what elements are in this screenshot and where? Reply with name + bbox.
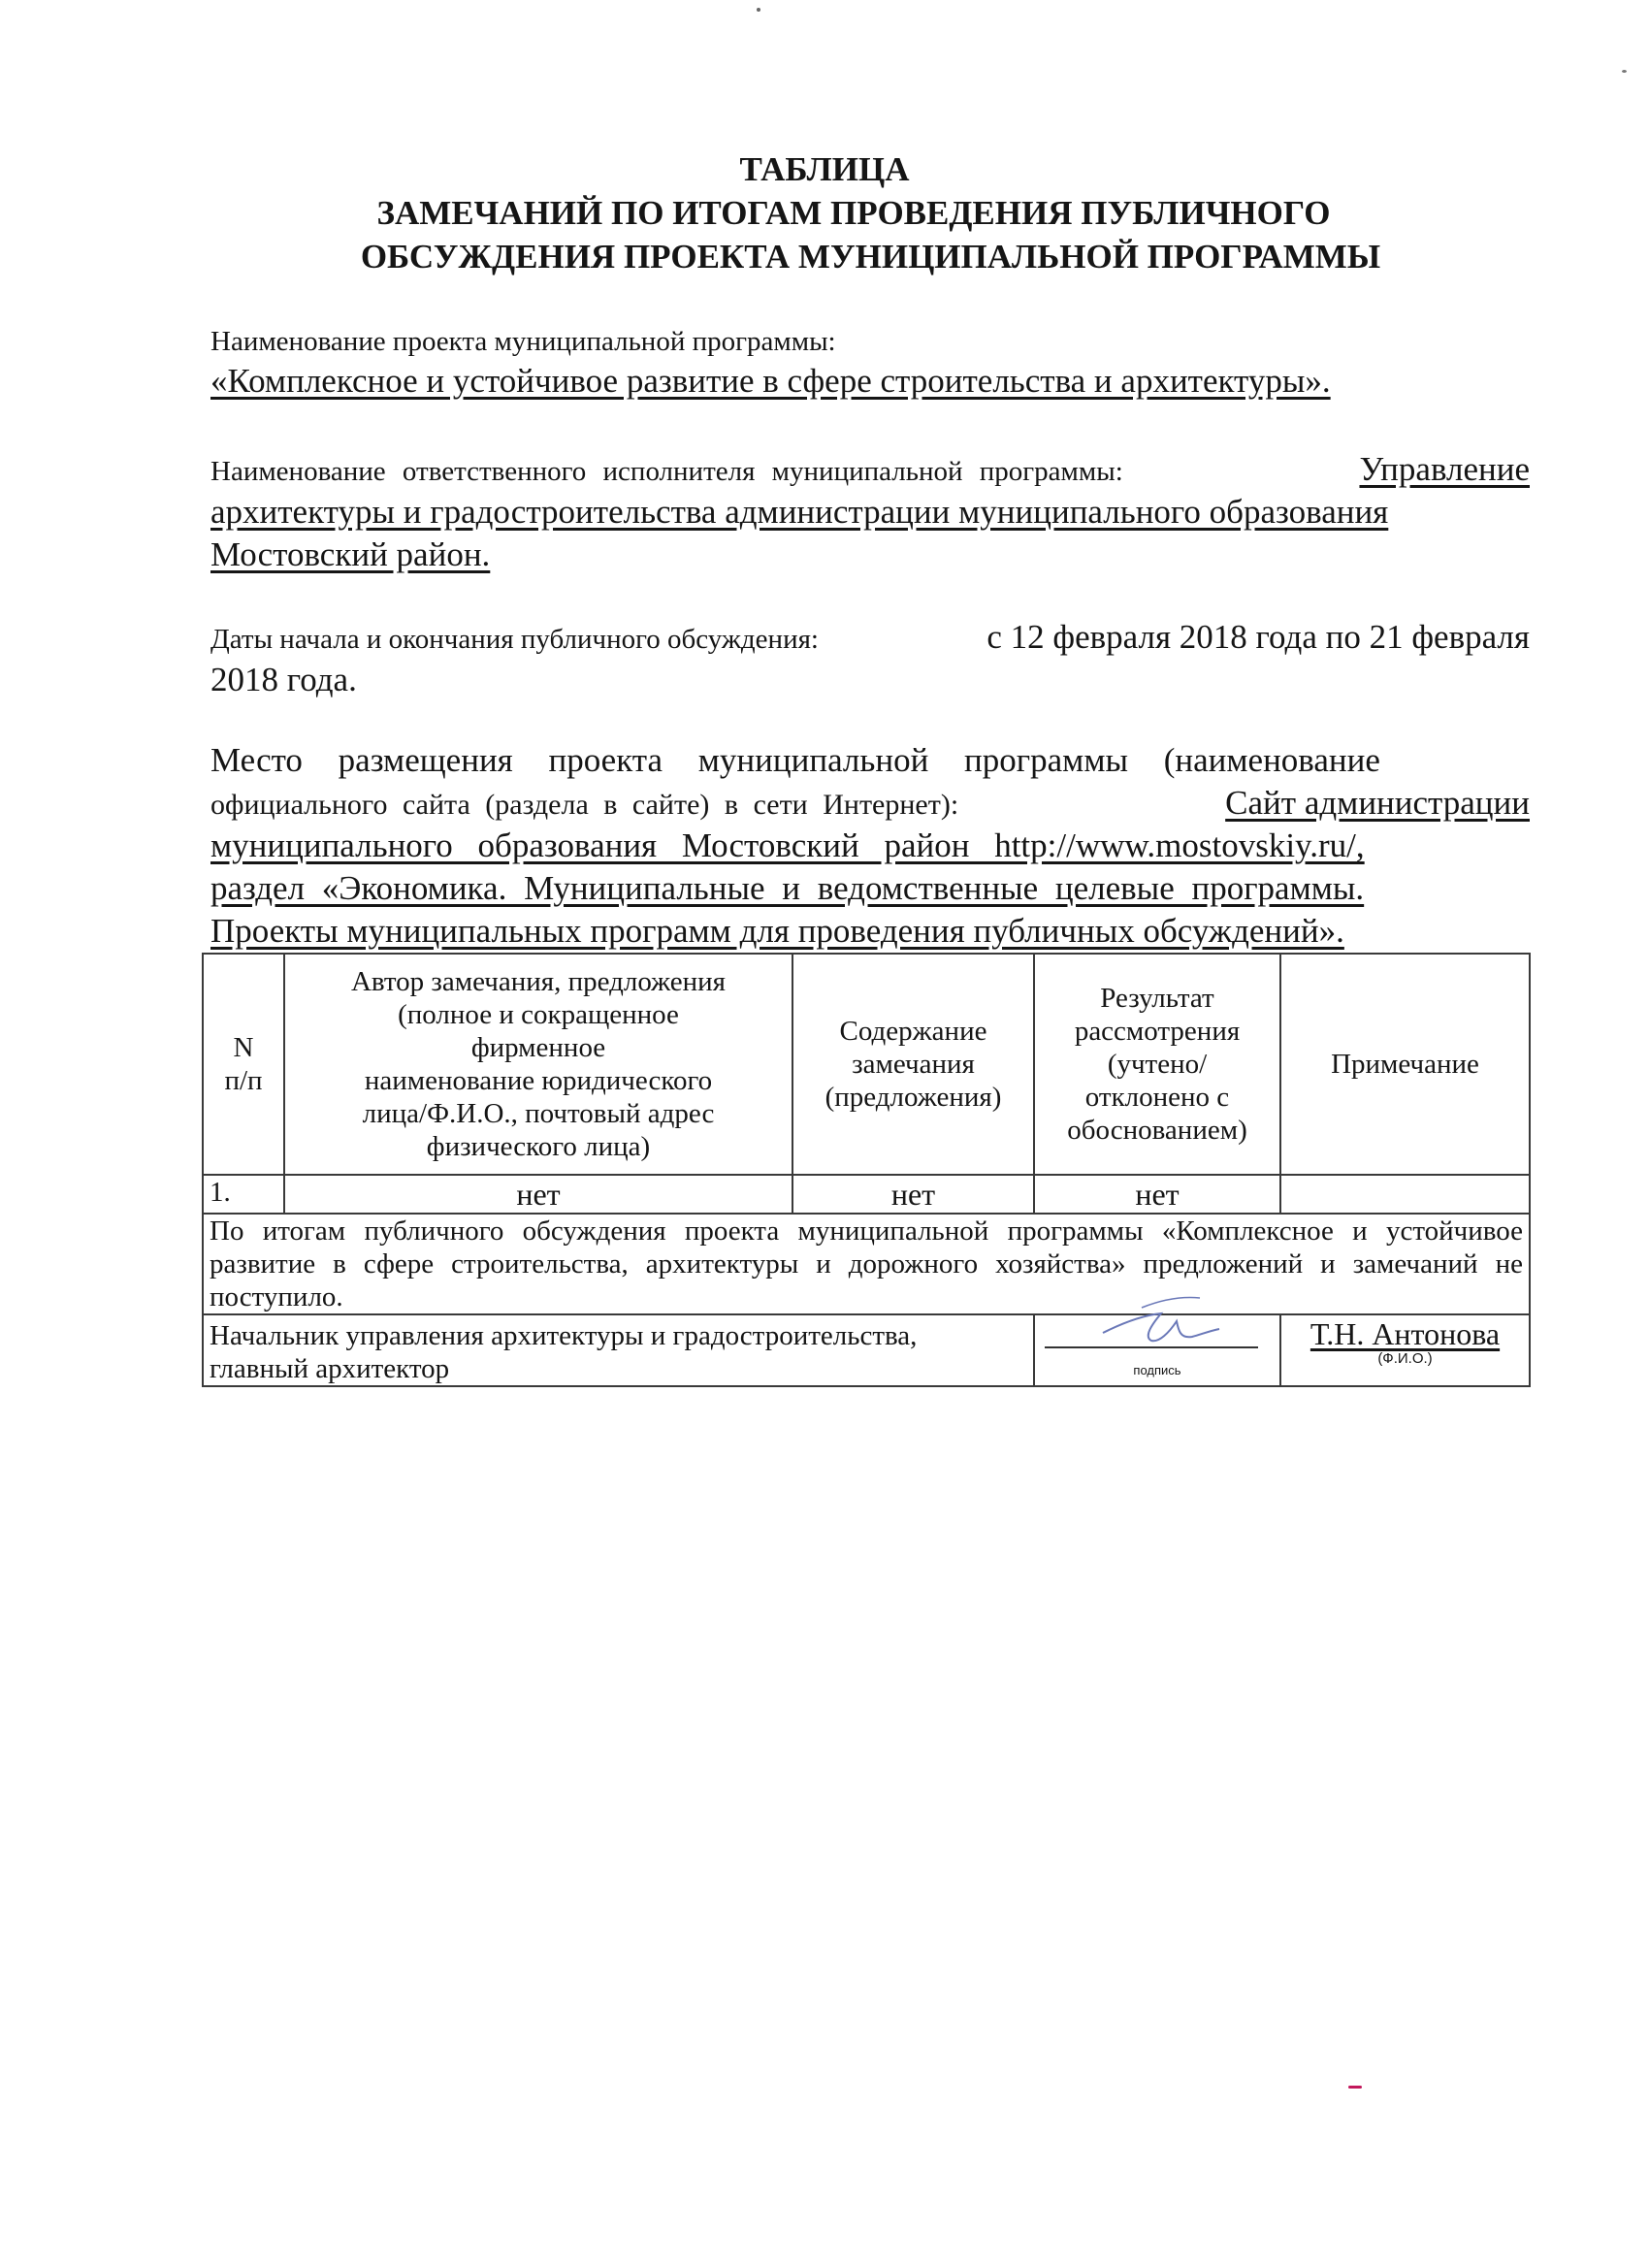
placement-value-line-5: Проекты муниципальных программ для проведения публичных обсуждений». (210, 912, 1344, 950)
dates-value-line-1: с 12 февраля 2018 года по 21 февраля (986, 618, 1530, 656)
header-number-line-1: N (233, 1032, 254, 1063)
header-result-line-2: рассмотрения (1074, 1016, 1241, 1047)
placement-label-line-1: Место размещения проекта муниципальной программы (наименование (210, 741, 1380, 779)
signature-line (1045, 1346, 1258, 1348)
title-line-3: ОБСУЖДЕНИЯ ПРОЕКТА МУНИЦИПАЛЬНОЙ ПРОГРАММЫ (360, 238, 1381, 275)
header-author-line-3: фирменное (470, 1032, 606, 1063)
header-result (1034, 954, 1280, 1175)
title-line-2: ЗАМЕЧАНИЙ ПО ИТОГАМ ПРОВЕДЕНИЯ ПУБЛИЧНОГО (376, 194, 1331, 232)
table-row (203, 1175, 1530, 1214)
document-title (0, 147, 1649, 278)
table-summary-row (203, 1214, 1530, 1314)
signatory-position-line-1: Начальник управления архитектуры и градостроительства, (210, 1320, 918, 1351)
dates-value-line-2: 2018 года. (210, 661, 357, 698)
header-result-line-5: обоснованием) (1067, 1115, 1247, 1146)
signature-cell (1034, 1314, 1280, 1386)
scan-speck (1622, 70, 1627, 73)
executor-value-line-2: архитектуры и градостроительства администрации муниципального образования (210, 493, 1389, 531)
executor-label: Наименование ответственного исполнителя муниципальной программы: (210, 456, 1123, 487)
header-result-line-3: (учтено/ (1107, 1049, 1208, 1080)
dates-first-line (210, 616, 1530, 659)
header-note: Примечание (1280, 954, 1530, 1175)
program-label: Наименование проекта муниципальной программы: (210, 326, 836, 357)
scan-speck (757, 8, 760, 12)
placement-value-line-4: раздел «Экономика. Муниципальные и ведомственные целевые программы. (210, 869, 1365, 907)
header-number-line-2: п/п (224, 1065, 263, 1096)
row-author: нет (284, 1175, 792, 1214)
placement-value-line-2: Сайт администрации (1225, 784, 1530, 822)
header-author-line-2: (полное и сокращенное (398, 999, 679, 1030)
summary-text: По итогам публичного обсуждения проекта муниципальной программы «Комплексное и устойчивое развитие в сфере строительства, архитектуры и дорожного хозяйства» предложений и замечаний не поступило. (203, 1214, 1530, 1314)
header-author (284, 954, 792, 1175)
header-content (792, 954, 1034, 1175)
signatory-position-line-2: главный архитектор (210, 1353, 450, 1384)
placement-line-2 (210, 782, 1530, 825)
placement-section (210, 739, 1530, 953)
header-author-line-1: Автор замечания, предложения (350, 966, 727, 997)
row-number: 1. (203, 1175, 284, 1214)
header-content-line-2: замечания (852, 1049, 975, 1080)
dates-section (210, 616, 1530, 701)
executor-value-line-3: Мостовский район. (210, 535, 491, 573)
dates-label: Даты начала и окончания публичного обсуждения: (210, 624, 819, 655)
table-header-row (203, 954, 1530, 1175)
executor-section (210, 448, 1530, 576)
header-author-line-4: наименование юридического (364, 1065, 713, 1096)
placement-line-1 (210, 739, 1530, 782)
placement-label-line-2: официального сайта (раздела в сайте) в сети Интернет): (210, 789, 959, 821)
signatory-name-caption: (Ф.И.О.) (1377, 1350, 1433, 1367)
handwritten-signature (1083, 1286, 1229, 1354)
header-result-line-4: отклонено с (1084, 1082, 1230, 1113)
signatory-name: Т.Н. Антонова (1310, 1316, 1501, 1351)
signatory-position (203, 1314, 1034, 1386)
placement-value-line-3: муниципального образования Мостовский район http://www.mostovskiy.ru/, (210, 826, 1365, 864)
header-author-line-5: лица/Ф.И.О., почтовый адрес (362, 1098, 715, 1129)
executor-value-line-1: Управление (1359, 450, 1530, 488)
signatory-name-cell (1280, 1314, 1530, 1386)
row-result: нет (1034, 1175, 1280, 1214)
scan-speck-red (1348, 2086, 1362, 2089)
row-content: нет (792, 1175, 1034, 1214)
header-number (203, 954, 284, 1175)
title-line-1: ТАБЛИЦА (739, 150, 910, 188)
signature-caption: подпись (1133, 1363, 1181, 1377)
program-section (210, 323, 1530, 403)
header-result-line-1: Результат (1100, 983, 1214, 1014)
header-content-line-1: Содержание (839, 1016, 987, 1047)
table-signature-row (203, 1314, 1530, 1386)
header-author-line-6: физического лица) (426, 1131, 651, 1162)
remarks-table (202, 953, 1531, 1387)
header-content-line-3: (предложения) (824, 1082, 1002, 1113)
row-note (1280, 1175, 1530, 1214)
program-value: «Комплексное и устойчивое развитие в сфере строительства и архитектуры». (210, 362, 1331, 400)
executor-first-line (210, 448, 1530, 491)
